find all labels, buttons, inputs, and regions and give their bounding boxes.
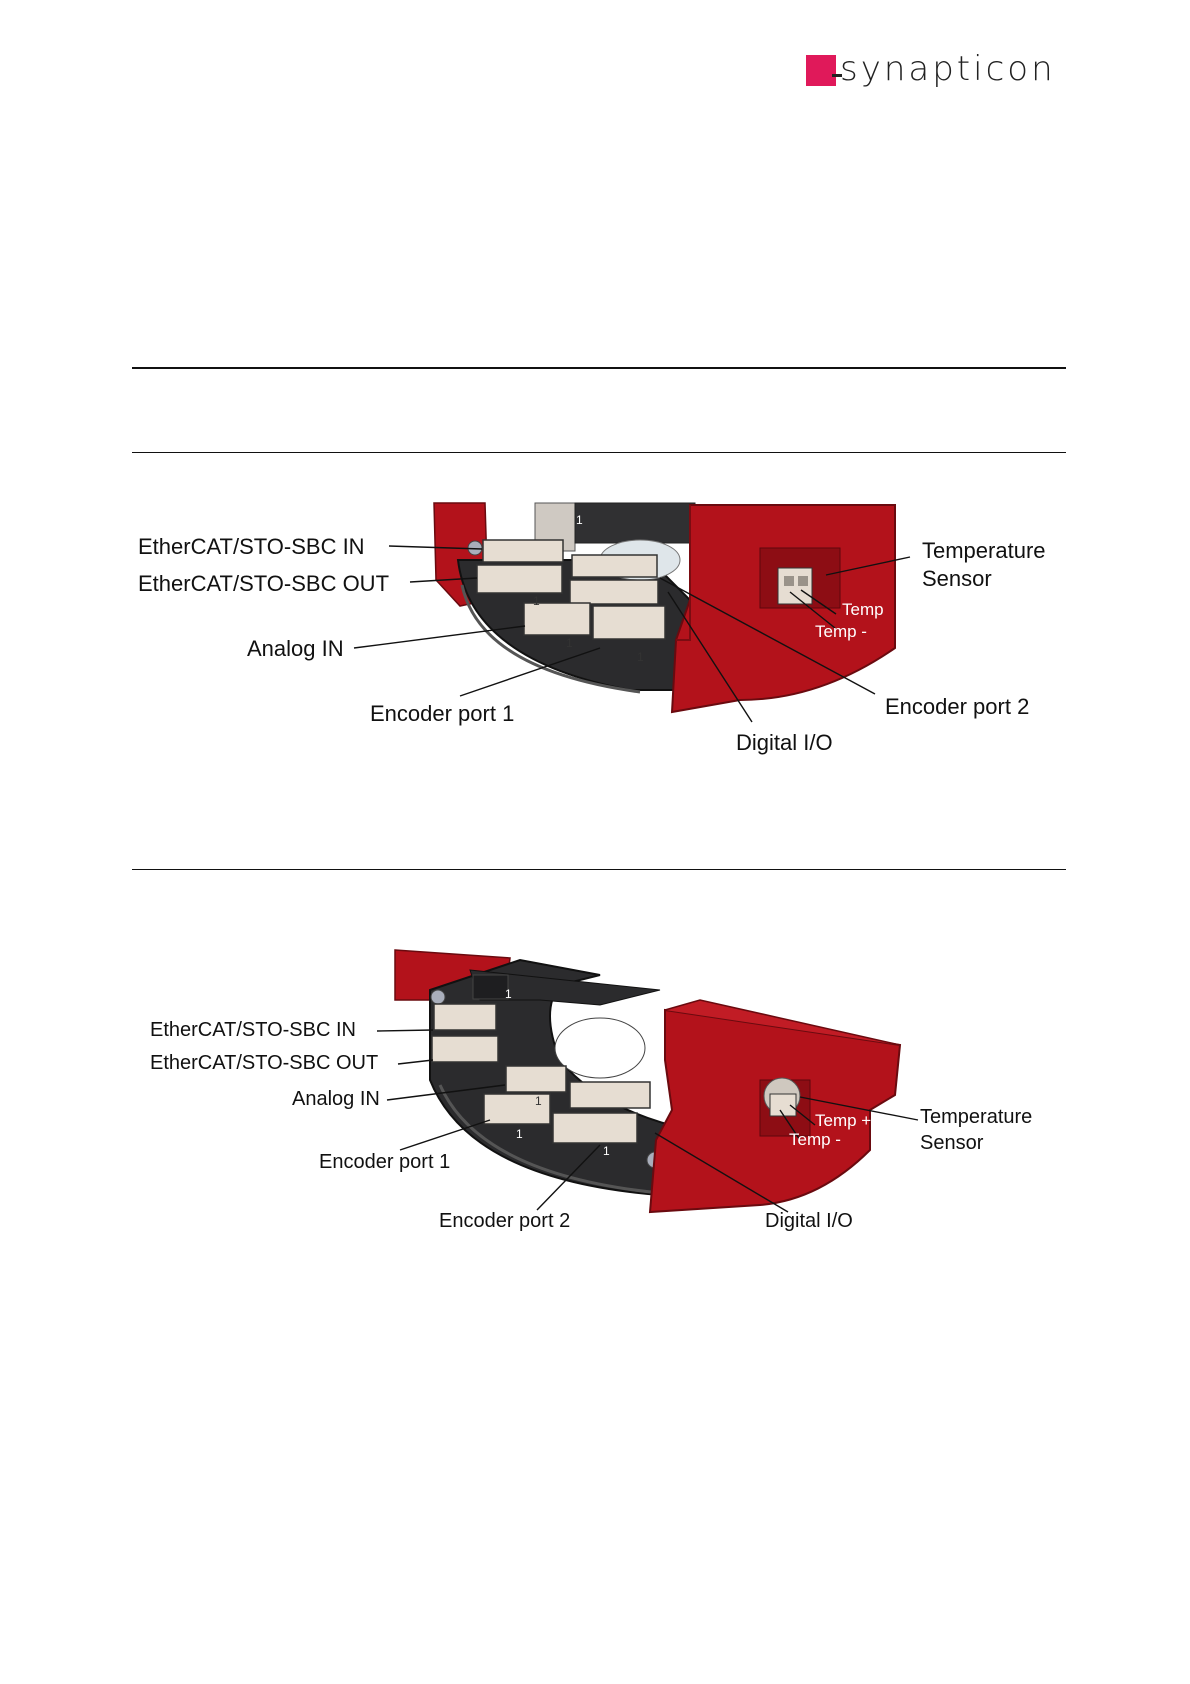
label-analog-in: Analog IN: [292, 1088, 380, 1110]
pin-marker: 1: [505, 987, 512, 1001]
logo-text: synapticon: [840, 49, 1056, 89]
label-sensor: Sensor: [920, 1132, 984, 1154]
label-encoder-port-1: Encoder port 1: [319, 1151, 451, 1173]
label-digital-io: Digital I/O: [765, 1210, 853, 1232]
label-ethercat-out: EtherCAT/STO-SBC OUT: [138, 571, 390, 596]
label-encoder-port-1: Encoder port 1: [370, 701, 515, 726]
label-temp-minus: Temp -: [815, 622, 867, 641]
pin-marker: 1: [568, 1049, 575, 1063]
pin-marker: 1: [516, 1127, 523, 1141]
pin-marker: 1: [603, 1144, 610, 1158]
pin-marker: 1: [637, 650, 644, 664]
pin-marker: 1: [576, 513, 583, 527]
pin-marker: 1: [566, 636, 573, 650]
label-temperature: Temperature: [922, 538, 1046, 563]
label-temp-plus: Temp +: [815, 1111, 872, 1130]
pin-marker: 1: [535, 1094, 542, 1108]
label-analog-in: Analog IN: [247, 636, 344, 661]
label-ethercat-out: EtherCAT/STO-SBC OUT: [150, 1052, 379, 1074]
label-sensor: Sensor: [922, 566, 992, 591]
label-temperature: Temperature: [920, 1106, 1033, 1128]
pin-marker: 1: [533, 594, 540, 608]
label-encoder-port-2: Encoder port 2: [885, 694, 1030, 719]
label-temp-minus: Temp -: [789, 1130, 841, 1149]
label-temp-plus: Temp: [842, 600, 884, 619]
label-digital-io: Digital I/O: [736, 730, 833, 755]
label-ethercat-in: EtherCAT/STO-SBC IN: [138, 534, 365, 559]
label-encoder-port-2: Encoder port 2: [439, 1210, 571, 1232]
label-ethercat-in: EtherCAT/STO-SBC IN: [150, 1019, 356, 1041]
